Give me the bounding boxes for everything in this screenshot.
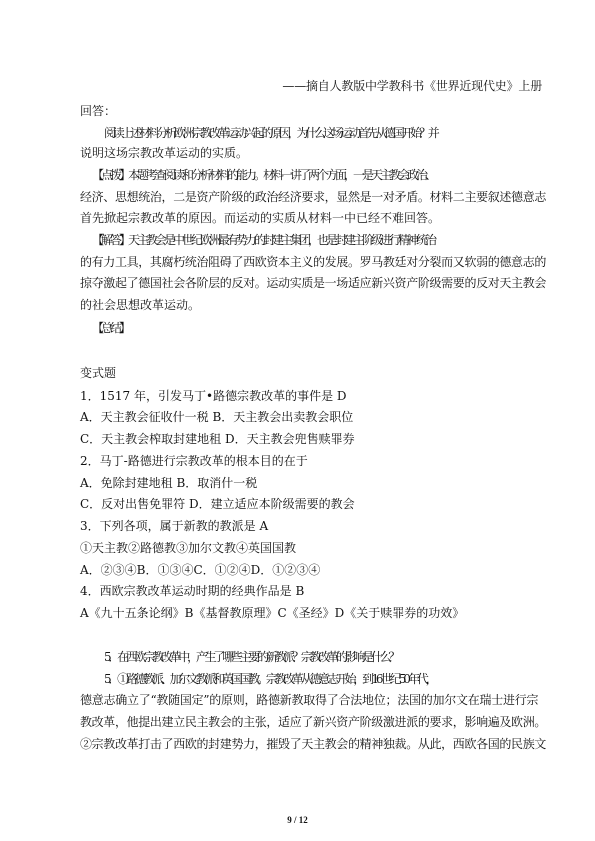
- answer-line: 的社会思想改革运动。: [80, 298, 201, 312]
- summary-label: 【总结】: [92, 321, 129, 335]
- answer-line: 【解答】天主教会是中世纪欧洲最有势力的封建主集团，也是封建主阶级进行精神统治: [92, 233, 435, 247]
- q5-line: ②宗教改革打击了西欧的封建势力，摧毁了天主教会的精神独裁。从此，西欧各国的民族文: [80, 737, 547, 751]
- q5-line: 教改革，他提出建立民主教会的主张，适应了新兴资产阶级激进派的要求，影响遍及欧洲。: [80, 715, 547, 729]
- q5-line: 德意志确立了“教随国定”的原则，路德新教取得了合法地位；法国的加尔文在瑞士进行宗: [80, 693, 539, 707]
- variant-line: C．天主教会榨取封建地租 D．天主教会兜售赎罪券: [80, 432, 355, 446]
- variant-line: A《九十五条论纲》B《基督教原理》C《圣经》D《关于赎罪券的功效》: [80, 606, 465, 620]
- variant-line: 4．西欧宗教改革运动时期的经典作品是 B: [80, 584, 305, 598]
- variant-line: A．天主教会征收什一税 B．天主教会出卖教会职位: [80, 410, 354, 424]
- question-line: 说明这场宗教改革运动的实质。: [80, 146, 249, 160]
- variant-line: 2．马丁-路德进行宗教改革的根本目的在于: [80, 454, 308, 468]
- answer-line: 掠夺激起了德国社会各阶层的反对。运动实质是一场适应新兴资产阶级需要的反对天主教会: [80, 276, 547, 290]
- page-number: 9 / 12: [287, 815, 308, 825]
- tip-line: 【点拨】本题考查阅读和分析材料的能力。材料一讲了两个方面，一是天主教会政治、: [92, 168, 435, 182]
- variant-line: A．免除封建地租 B．取消什一税: [80, 476, 258, 490]
- tip-line: 首先掀起宗教改革的原因。而运动的实质从材料一中已经不难回答。: [80, 211, 441, 225]
- question-line: 阅读上述材料分析欧洲宗教改革运动兴起的原因，为什么这场运动首先从德国开始？并: [104, 126, 437, 140]
- tip-line: 经济、思想统治，二是资产阶级的政治经济要求，显然是一对矛盾。材料二主要叙述德意志: [80, 190, 547, 204]
- q5-line: 5．在西欧宗教改革中，产生了哪些主要的新教派？宗教改革的影响是什么？: [104, 650, 398, 664]
- variant-line: C．反对出售免罪符 D．建立适应本阶级需要的教会: [80, 497, 355, 511]
- variant-line: 3．下列各项，属于新教的教派是 A: [80, 519, 269, 533]
- variant-line: A．②③④B．①③④C．①②④D．①②③④: [80, 563, 321, 577]
- source-citation: ——摘自人教版中学教科书《世界近现代史》上册: [282, 79, 542, 93]
- variant-line: ①天主教②路德教③加尔文教④英国国教: [80, 541, 297, 555]
- question-label: 回答：: [80, 104, 117, 118]
- answer-line: 的有力工具，其腐朽统治阻碍了西欧资本主义的发展。罗马教廷对分裂而又软弱的德意志的: [80, 255, 547, 269]
- variant-line: 1．1517 年，引发马丁•路德宗教改革的事件是 D: [80, 389, 347, 403]
- variants-title: 变式题: [80, 366, 117, 380]
- q5-line: 5．①路德教派、加尔文教派和英国国教。宗教改革从德意志开始，到 16 世纪 50 年代，: [104, 672, 435, 686]
